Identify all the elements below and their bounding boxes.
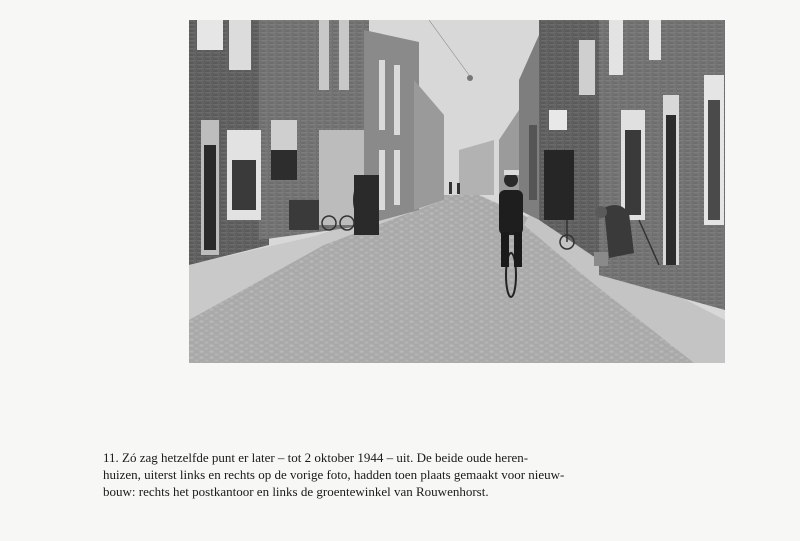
street-scene-photo xyxy=(189,20,725,363)
caption-line: huizen, uiterst links en rechts op de vorige foto, hadden toen plaats gemaakt voor nieuw- xyxy=(103,467,565,482)
street-photograph xyxy=(189,20,725,363)
photo-caption xyxy=(103,449,603,500)
caption-line: 11. Zó zag hetzelfde punt er later – tot 2 oktober 1944 – uit. De beide oude heren- xyxy=(103,450,529,465)
caption-line: bouw: rechts het postkantoor en links de groentewinkel van Rouwenhorst. xyxy=(103,484,489,499)
